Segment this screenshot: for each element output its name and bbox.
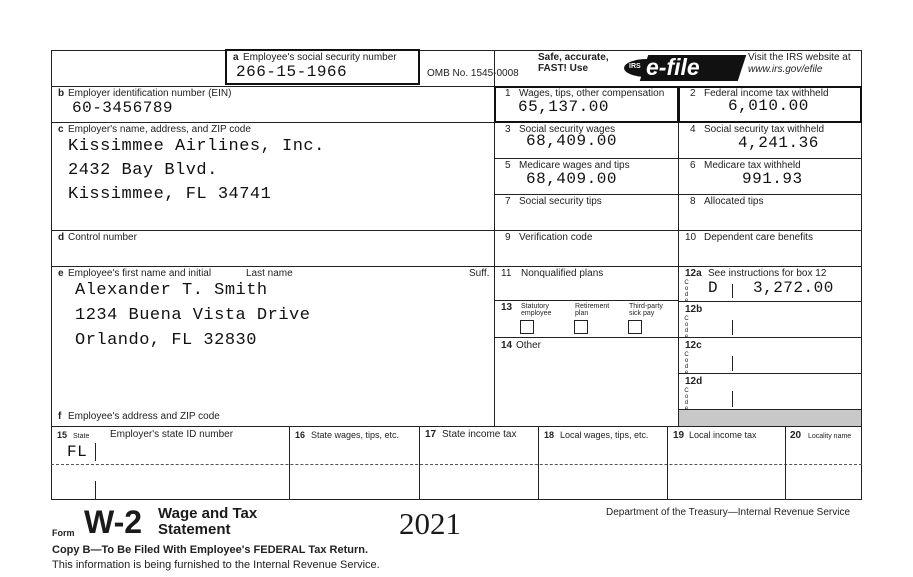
last-name-label: Last name <box>246 268 293 279</box>
employer-addr-label: Employer's name, address, and ZIP code <box>68 124 251 135</box>
box18-label: Local wages, tips, etc. <box>560 430 649 440</box>
box16-label: State wages, tips, etc. <box>311 430 400 440</box>
box2-value[interactable]: 6,010.00 <box>728 97 809 115</box>
form-id: W-2 <box>84 504 143 540</box>
employer-name[interactable]: Kissimmee Airlines, Inc. <box>68 137 325 156</box>
ssn-value[interactable]: 266-15-1966 <box>236 63 348 81</box>
box12c-divider <box>732 356 733 371</box>
third-party-sick-pay-label-2: sick pay <box>629 310 655 317</box>
copy-b-text: Copy B—To Be Filed With Employee's FEDERAL Tax Return. <box>52 544 369 556</box>
shaded-area <box>679 410 861 426</box>
box19-label: Local income tax <box>689 430 757 440</box>
box12c-number: 12c <box>685 340 702 351</box>
box9-number: 9 <box>505 232 511 243</box>
third-party-sick-pay-label-1: Third-party <box>629 303 663 310</box>
employee-name-label: Employee's first name and initial <box>68 268 212 279</box>
ssn-label: Employee's social security number <box>243 52 397 63</box>
box2-label: Federal income tax withheld <box>704 88 829 99</box>
box5-value[interactable]: 68,409.00 <box>526 170 617 188</box>
form-word: Form <box>52 528 75 538</box>
form-title-1: Wage and Tax <box>158 505 258 522</box>
irs-url-link[interactable]: www.irs.gov/efile <box>748 64 823 75</box>
box5-label: Medicare wages and tips <box>519 160 630 171</box>
control-label: Control number <box>68 232 137 243</box>
box7-number: 7 <box>505 196 511 207</box>
box12d-number: 12d <box>685 376 703 387</box>
state-value[interactable]: FL <box>67 443 88 461</box>
employee-city[interactable]: Orlando, FL 32830 <box>75 331 257 350</box>
employee-addr-letter: f <box>58 411 62 422</box>
box2-number: 2 <box>690 88 696 99</box>
box3-number: 3 <box>505 124 511 135</box>
control-letter: d <box>58 232 65 243</box>
irs-efile-logo-icon <box>624 53 742 83</box>
box1-label: Wages, tips, other compensation <box>519 88 665 99</box>
box11-label: Nonqualified plans <box>521 268 604 279</box>
retirement-plan-label-2: plan <box>575 310 589 317</box>
box12d-divider <box>732 391 733 407</box>
box1-value[interactable]: 65,137.00 <box>518 98 609 116</box>
box10-number: 10 <box>685 232 697 243</box>
box4-number: 4 <box>690 124 696 135</box>
box5-number: 5 <box>505 160 511 171</box>
third-party-sick-pay-checkbox[interactable] <box>628 320 642 334</box>
box12a-divider <box>732 284 733 298</box>
ein-label: Employer identification number (EIN) <box>68 88 232 99</box>
box17-label: State income tax <box>442 429 517 440</box>
info-text: This information is being furnished to the Internal Revenue Service. <box>52 559 380 571</box>
box10-label: Dependent care benefits <box>704 232 813 243</box>
irs-logo-text: IRS <box>629 63 641 70</box>
box12a-number: 12a <box>685 268 702 279</box>
box14-number: 14 <box>501 340 513 351</box>
box12b-divider <box>732 320 733 335</box>
statutory-employee-label-2: employee <box>521 310 552 317</box>
statutory-employee-checkbox[interactable] <box>520 320 534 334</box>
box18-number: 18 <box>544 430 555 440</box>
efile-logo-text: e-file <box>646 54 700 80</box>
employee-street[interactable]: 1234 Buena Vista Drive <box>75 306 311 325</box>
box14-label: Other <box>516 340 542 351</box>
suffix-label: Suff. <box>469 268 490 279</box>
ein-label-letter: b <box>58 88 65 99</box>
tax-year: 2021 <box>399 506 461 541</box>
box17-number: 17 <box>425 429 437 440</box>
employer-addr-letter: c <box>58 124 64 135</box>
box8-label: Allocated tips <box>704 196 764 207</box>
employee-name-letter: e <box>58 268 64 279</box>
retirement-plan-label-1: Retirement <box>575 303 610 310</box>
box20-label: Locality name <box>808 433 852 440</box>
box3-label: Social security wages <box>519 124 616 135</box>
box15-state-label: State <box>73 433 90 440</box>
ein-value[interactable]: 60-3456789 <box>72 99 174 117</box>
box7-label: Social security tips <box>519 196 602 207</box>
visit-irs-text: Visit the IRS website at <box>748 52 851 63</box>
box15-number: 15 <box>57 430 68 440</box>
box6-label: Medicare tax withheld <box>704 160 801 171</box>
box3-value[interactable]: 68,409.00 <box>526 132 617 150</box>
ssn-label-letter: a <box>233 52 239 63</box>
employer-street[interactable]: 2432 Bay Blvd. <box>68 161 218 180</box>
box9-label: Verification code <box>519 232 593 243</box>
box6-value[interactable]: 991.93 <box>742 170 803 188</box>
box12a-code[interactable]: D <box>708 279 719 297</box>
box12a-label: See instructions for box 12 <box>708 268 827 279</box>
box8-number: 8 <box>690 196 696 207</box>
box11-number: 11 <box>501 268 512 279</box>
box4-value[interactable]: 4,241.36 <box>738 134 819 152</box>
box12b-number: 12b <box>685 304 703 315</box>
box1-number: 1 <box>505 88 511 99</box>
box13-number: 13 <box>501 302 513 313</box>
box19-number: 19 <box>673 430 685 441</box>
employee-name[interactable]: Alexander T. Smith <box>75 281 268 300</box>
safe-accurate-text: Safe, accurate, <box>538 52 609 63</box>
box6-number: 6 <box>690 160 696 171</box>
box20-number: 20 <box>790 430 802 441</box>
box15-id-label: Employer's state ID number <box>110 429 234 440</box>
statutory-employee-label-1: Statutory <box>521 303 550 310</box>
box4-label: Social security tax withheld <box>704 124 825 135</box>
omb-number: OMB No. 1545-0008 <box>427 68 519 79</box>
employer-city[interactable]: Kissimmee, FL 34741 <box>68 185 272 204</box>
box16-number: 16 <box>295 430 306 440</box>
fast-use-text: FAST! Use <box>538 63 589 74</box>
retirement-plan-checkbox[interactable] <box>574 320 588 334</box>
box12a-value[interactable]: 3,272.00 <box>753 279 834 297</box>
form-title-2: Statement <box>158 521 231 538</box>
department-text: Department of the Treasury—Internal Revenue Service <box>606 507 851 518</box>
employee-addr-label: Employee's address and ZIP code <box>68 411 220 422</box>
